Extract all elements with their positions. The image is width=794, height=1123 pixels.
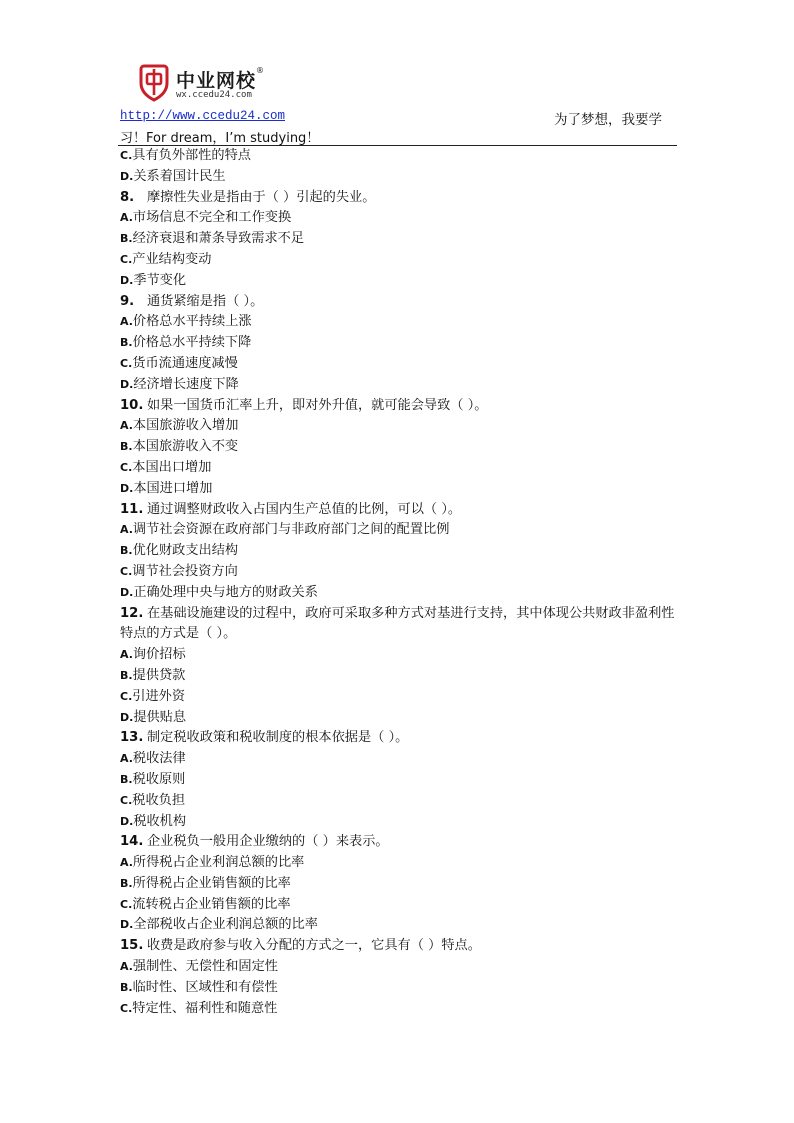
question-list	[120, 146, 680, 1019]
option-text: 调节社会投资方向	[132, 563, 238, 579]
question-text: 企业税负一般用企业缴纳的（ ）来表示。	[147, 834, 389, 850]
option-text: 价格总水平持续上涨	[132, 314, 252, 330]
logo-emblem-icon	[138, 62, 170, 102]
option-letter: C.	[120, 356, 133, 370]
option-letter: D.	[120, 814, 134, 828]
answer-option	[120, 312, 680, 333]
answer-option	[120, 458, 680, 479]
question-stem	[120, 188, 680, 209]
option-text: 临时性、区域性和有偿性	[132, 979, 278, 995]
option-letter: B.	[120, 336, 133, 350]
logo-name: 中业网校®	[176, 66, 266, 92]
option-text: 税收负担	[132, 792, 186, 808]
option-letter: B.	[120, 980, 133, 994]
logo-domain: wx.ccedu24.com	[176, 90, 252, 100]
answer-option	[120, 895, 680, 916]
option-text: 正确处理中央与地方的财政关系	[133, 584, 318, 600]
answer-option	[120, 541, 680, 562]
option-letter: B.	[120, 876, 133, 890]
option-letter: D.	[120, 377, 134, 391]
answer-option	[120, 250, 680, 271]
question-text: 如果一国货币汇率上升，即对外升值，就可能会导致（ ）。	[147, 397, 488, 413]
answer-option	[120, 915, 680, 936]
option-letter: C.	[120, 252, 133, 266]
option-text: 所得税占企业利润总额的比率	[132, 855, 305, 871]
answer-option	[120, 333, 680, 354]
answer-option	[120, 437, 680, 458]
option-text: 提供贴息	[133, 709, 187, 725]
answer-option	[120, 229, 680, 250]
option-text: 强制性、无偿性和固定性	[132, 959, 278, 975]
option-letter: D.	[120, 918, 134, 932]
option-letter: D.	[120, 481, 134, 495]
option-text: 价格总水平持续下降	[132, 335, 252, 351]
option-text: 税收原则	[132, 771, 186, 787]
option-letter: B.	[120, 668, 133, 682]
answer-option	[120, 354, 680, 375]
option-letter: C.	[120, 564, 133, 578]
question-text: 制定税收政策和税收制度的根本依据是（ ）。	[147, 730, 409, 746]
question-number: 10.	[120, 397, 144, 413]
question-stem	[120, 500, 680, 521]
option-letter: C.	[120, 149, 133, 162]
option-letter: A.	[120, 648, 133, 662]
question-number: 13.	[120, 730, 144, 746]
option-text: 税收机构	[133, 813, 187, 829]
option-letter: B.	[120, 544, 133, 558]
question-stem	[120, 604, 680, 646]
site-url-link[interactable]: http://www.ccedu24.com	[120, 109, 286, 123]
registered-mark: ®	[256, 66, 266, 75]
option-text: 特定性、福利性和随意性	[132, 1000, 278, 1016]
question-number: 9.	[120, 293, 135, 309]
option-letter: A.	[120, 315, 133, 329]
answer-option	[120, 167, 680, 188]
answer-option	[120, 208, 680, 229]
answer-option	[120, 687, 680, 708]
option-text: 市场信息不完全和工作变换	[132, 210, 292, 226]
option-letter: C.	[120, 1001, 133, 1015]
question-stem	[120, 832, 680, 853]
answer-option	[120, 645, 680, 666]
option-text: 本国旅游收入不变	[132, 439, 239, 455]
option-letter: B.	[120, 772, 133, 786]
option-text: 本国旅游收入增加	[132, 418, 239, 434]
answer-option	[120, 978, 680, 999]
question-text: 通货紧缩是指（ ）。	[147, 293, 264, 309]
option-letter: A.	[120, 419, 133, 433]
option-text: 提供贷款	[132, 667, 186, 683]
option-letter: B.	[120, 440, 133, 454]
answer-option	[120, 708, 680, 729]
option-letter: D.	[120, 710, 134, 724]
option-text: 税收法律	[132, 751, 186, 767]
option-text: 引进外资	[132, 688, 186, 704]
answer-option	[120, 146, 680, 167]
option-letter: C.	[120, 689, 133, 703]
option-text: 本国进口增加	[133, 480, 213, 496]
question-stem	[120, 292, 680, 313]
question-number: 15.	[120, 938, 144, 954]
option-text: 产业结构变动	[132, 251, 212, 267]
question-stem	[120, 936, 680, 957]
question-text: 通过调整财政收入占国内生产总值的比例，可以（ ）。	[147, 501, 462, 517]
option-text: 关系着国计民生	[133, 168, 226, 184]
option-text: 经济增长速度下降	[133, 376, 239, 392]
answer-option	[120, 874, 680, 895]
answer-option	[120, 271, 680, 292]
option-letter: D.	[120, 169, 134, 183]
option-text: 所得税占企业销售额的比率	[132, 875, 291, 891]
answer-option	[120, 999, 680, 1020]
option-text: 流转税占企业销售额的比率	[132, 896, 291, 912]
option-text: 具有负外部性的特点	[132, 148, 251, 163]
option-letter: A.	[120, 211, 133, 225]
option-letter: A.	[120, 523, 133, 537]
option-letter: C.	[120, 460, 133, 474]
option-letter: D.	[120, 273, 134, 287]
option-letter: C.	[120, 793, 133, 807]
option-letter: A.	[120, 960, 133, 974]
answer-option	[120, 520, 680, 541]
answer-option	[120, 416, 680, 437]
option-text: 优化财政支出结构	[132, 543, 239, 559]
answer-option	[120, 666, 680, 687]
option-text: 经济衰退和萧条导致需求不足	[132, 231, 305, 247]
header-slogan: 为了梦想，我要学	[554, 112, 662, 128]
option-text: 询价招标	[132, 647, 186, 663]
answer-option	[120, 957, 680, 978]
answer-option	[120, 853, 680, 874]
option-letter: A.	[120, 752, 133, 766]
option-letter: A.	[120, 856, 133, 870]
option-text: 调节社会资源在政府部门与非政府部门之间的配置比例	[132, 522, 450, 538]
question-text: 摩擦性失业是指由于（ ）引起的失业。	[147, 189, 376, 205]
question-number: 12.	[120, 605, 144, 621]
option-text: 货币流通速度减慢	[132, 355, 238, 371]
option-letter: C.	[120, 897, 133, 911]
option-text: 本国出口增加	[132, 459, 212, 475]
option-text: 全部税收占企业利润总额的比率	[133, 917, 318, 933]
question-text: 在基础设施建设的过程中，政府可采取多种方式对基进行支持，其中体现公共财政非盈利性特点的方式是（ ）。	[120, 605, 675, 642]
question-number: 8.	[120, 189, 135, 205]
site-logo[interactable]	[138, 62, 288, 104]
question-number: 11.	[120, 501, 144, 517]
answer-option	[120, 479, 680, 500]
answer-option	[120, 562, 680, 583]
answer-option	[120, 749, 680, 770]
question-number: 14.	[120, 834, 144, 850]
option-letter: B.	[120, 232, 133, 246]
answer-option	[120, 583, 680, 604]
answer-option	[120, 770, 680, 791]
answer-option	[120, 375, 680, 396]
option-letter: D.	[120, 585, 134, 599]
question-stem	[120, 728, 680, 749]
answer-option	[120, 812, 680, 833]
question-stem	[120, 396, 680, 417]
header-slogan-continued: 习！For dream，I’m studying！	[120, 131, 320, 146]
option-text: 季节变化	[133, 272, 187, 288]
question-text: 收费是政府参与收入分配的方式之一，它具有（ ）特点。	[147, 938, 481, 954]
answer-option	[120, 791, 680, 812]
